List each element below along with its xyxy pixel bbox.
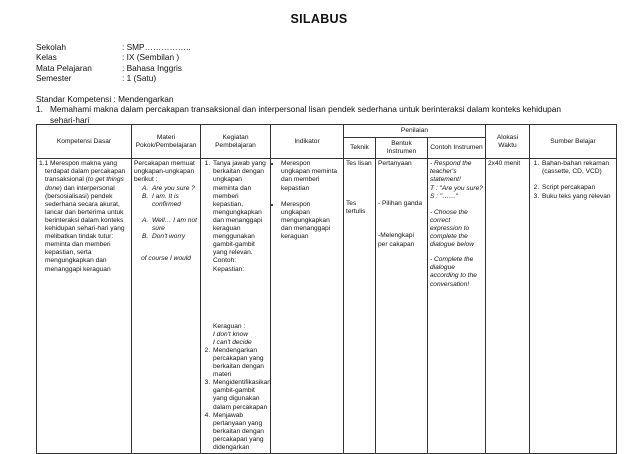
page-title: SILABUS xyxy=(290,12,348,26)
standar-item-continuation: sehari-hari xyxy=(50,114,90,125)
meta-key: Mata Pelajaran xyxy=(36,62,92,73)
kompetensi-text-italic: to get things done xyxy=(45,176,124,192)
keraguan-label: Keraguan : xyxy=(213,322,246,330)
table-row xyxy=(37,159,617,454)
sumber-item: 1. Bahan-bahan rekaman (cassette, CD, VCD) xyxy=(541,160,614,176)
materi-line: Are you sure ? xyxy=(152,184,195,192)
meta-value: : Bahasa Inggris xyxy=(122,62,182,73)
syllabus-table xyxy=(36,124,617,454)
materi-extra: of course I would xyxy=(141,255,191,263)
header-materi: Materi Pokok/Pembelajaran xyxy=(132,125,201,159)
bentuk-item: Pertanyaan xyxy=(378,160,412,168)
kompetensi-text-b: ) dan interpersonal (bersosialisasi) pendek sederhana secara akurat, lancar dan berterima untuk berinteraksi dalam konteks kehidupan sehari-hari yang melibatkan tindak tutur: meminta dan memberi kepastian, serta mengungkapkan dan menanggapi keraguan xyxy=(45,184,125,273)
keraguan-example: I don't know xyxy=(213,330,248,338)
standar-item xyxy=(36,104,616,114)
kompetensi-text xyxy=(39,160,129,273)
header-alokasi: Alokasi Waktu xyxy=(486,125,530,159)
kegiatan-list xyxy=(203,160,271,452)
kompetensi-text-a: 1.1 Merespon makna yang terdapat dalam percakapan transaksional ( xyxy=(39,160,126,184)
header-bentuk: Bentuk Instrumen xyxy=(376,138,428,159)
kegiatan-item: 2. Mendengarkan percakapan yang berkaitan dengan materi xyxy=(212,347,268,379)
bentuk-item: - Pilihan ganda xyxy=(378,200,422,208)
keraguan-example: I can't decide xyxy=(213,338,252,346)
meta-row-sekolah xyxy=(36,42,191,52)
cell-kompetensi xyxy=(37,159,132,454)
header-penilaian: Penilaian xyxy=(344,125,486,138)
header-contoh: Contoh Instrumen xyxy=(428,138,486,159)
materi-line: I am. It is confirmed xyxy=(152,192,181,208)
indikator-list xyxy=(273,160,341,241)
meta-value: : 1 (Satu) xyxy=(122,73,157,84)
contoh-item: T : "Are you sure? xyxy=(430,184,483,192)
kegiatan-item: 4. Menjawab pertanyaan yang berkaitan dengan percakapan yang didengarkan xyxy=(212,412,268,452)
header-sumber: Sumber Belajar xyxy=(530,125,617,159)
sumber-item: 3. Buku teks yang relevan xyxy=(541,193,614,201)
header-kompetensi: Kompetensi Dasar xyxy=(37,125,132,159)
meta-key: Sekolah xyxy=(36,42,66,52)
meta-row-mapel xyxy=(36,63,191,73)
header-indikator: Indikator xyxy=(271,125,344,159)
teknik-tertulis: Tes tertulis xyxy=(346,200,366,216)
identity-block xyxy=(36,42,191,84)
standar-label: Standar Kompetensi : Mendengarkan xyxy=(36,94,174,104)
indikator-item: • Merespon ungkapan mengungkapkan dan menanggapi keraguan xyxy=(281,201,341,241)
standar-item-text: Memahami makna dalam percakapan transaksional dan interpersonal lisan pendek sederhana untuk berinteraksi dalam konteks kehidupan xyxy=(50,104,562,115)
cell-teknik xyxy=(344,159,376,454)
header-teknik: Teknik xyxy=(344,138,376,159)
header-kegiatan: Kegiatan Pembelajaran xyxy=(201,125,271,159)
materi-line: Well… I am not sure xyxy=(152,216,197,232)
materi-dialog-2 xyxy=(134,217,198,241)
contoh-item: - Choose the correct expression to complete the dialogue below xyxy=(430,208,474,249)
cell-kegiatan xyxy=(201,159,271,454)
meta-key: Semester xyxy=(36,73,72,84)
materi-dialog-1 xyxy=(134,185,198,209)
contoh-item: - Complete the dialogue according to the conversation! xyxy=(430,256,477,288)
kegiatan-item: 3. Mengidentifikasikan gambit-gambit yang digunakan dalam percakapan xyxy=(212,379,268,411)
sumber-item: 2. Script percakapan xyxy=(541,184,614,192)
cell-materi xyxy=(132,159,201,454)
materi-letter: B. xyxy=(142,192,149,200)
materi-letter: B. xyxy=(142,233,149,241)
cell-sumber xyxy=(530,159,617,454)
materi-intro: Percakapan memuat ungkapan-ungkapan berikut : xyxy=(134,160,195,184)
contoh-item: - Respond the teacher's statement! xyxy=(430,160,472,184)
teknik-lisan: Tes lisan xyxy=(346,160,372,168)
meta-row-semester xyxy=(36,73,191,83)
kegiatan-item xyxy=(212,160,268,347)
standar-item-number: 1. xyxy=(36,104,43,115)
materi-letter: A. xyxy=(142,184,149,192)
materi-line: Don't worry xyxy=(152,233,186,241)
sumber-list xyxy=(532,160,614,200)
indikator-item: • Merespon ungkapan meminta dan memberi kepastian xyxy=(281,160,341,192)
meta-value: : SMP…………….. xyxy=(122,42,191,52)
meta-key: Kelas xyxy=(36,52,57,63)
cell-contoh xyxy=(428,159,486,454)
cell-indikator xyxy=(271,159,344,454)
contoh-item: S : "……" xyxy=(430,192,458,200)
standar-kompetensi xyxy=(36,94,616,125)
cell-alokasi: 2x40 menit xyxy=(486,159,530,454)
cell-bentuk xyxy=(376,159,428,454)
meta-row-kelas xyxy=(36,52,191,62)
kegiatan-item-text: Tanya jawab yang berkaitan dengan ungkapan meminta dan memberi kepastian, mengungkapkan dan menanggapi keraguan menggunakan gambit-gambit yang relevan. Contoh: Kepastian: xyxy=(213,160,266,273)
meta-value: : IX (Sembilan ) xyxy=(122,52,180,63)
bentuk-item: -Melengkapi per cakapan xyxy=(378,232,415,248)
materi-letter: A. xyxy=(142,216,149,224)
